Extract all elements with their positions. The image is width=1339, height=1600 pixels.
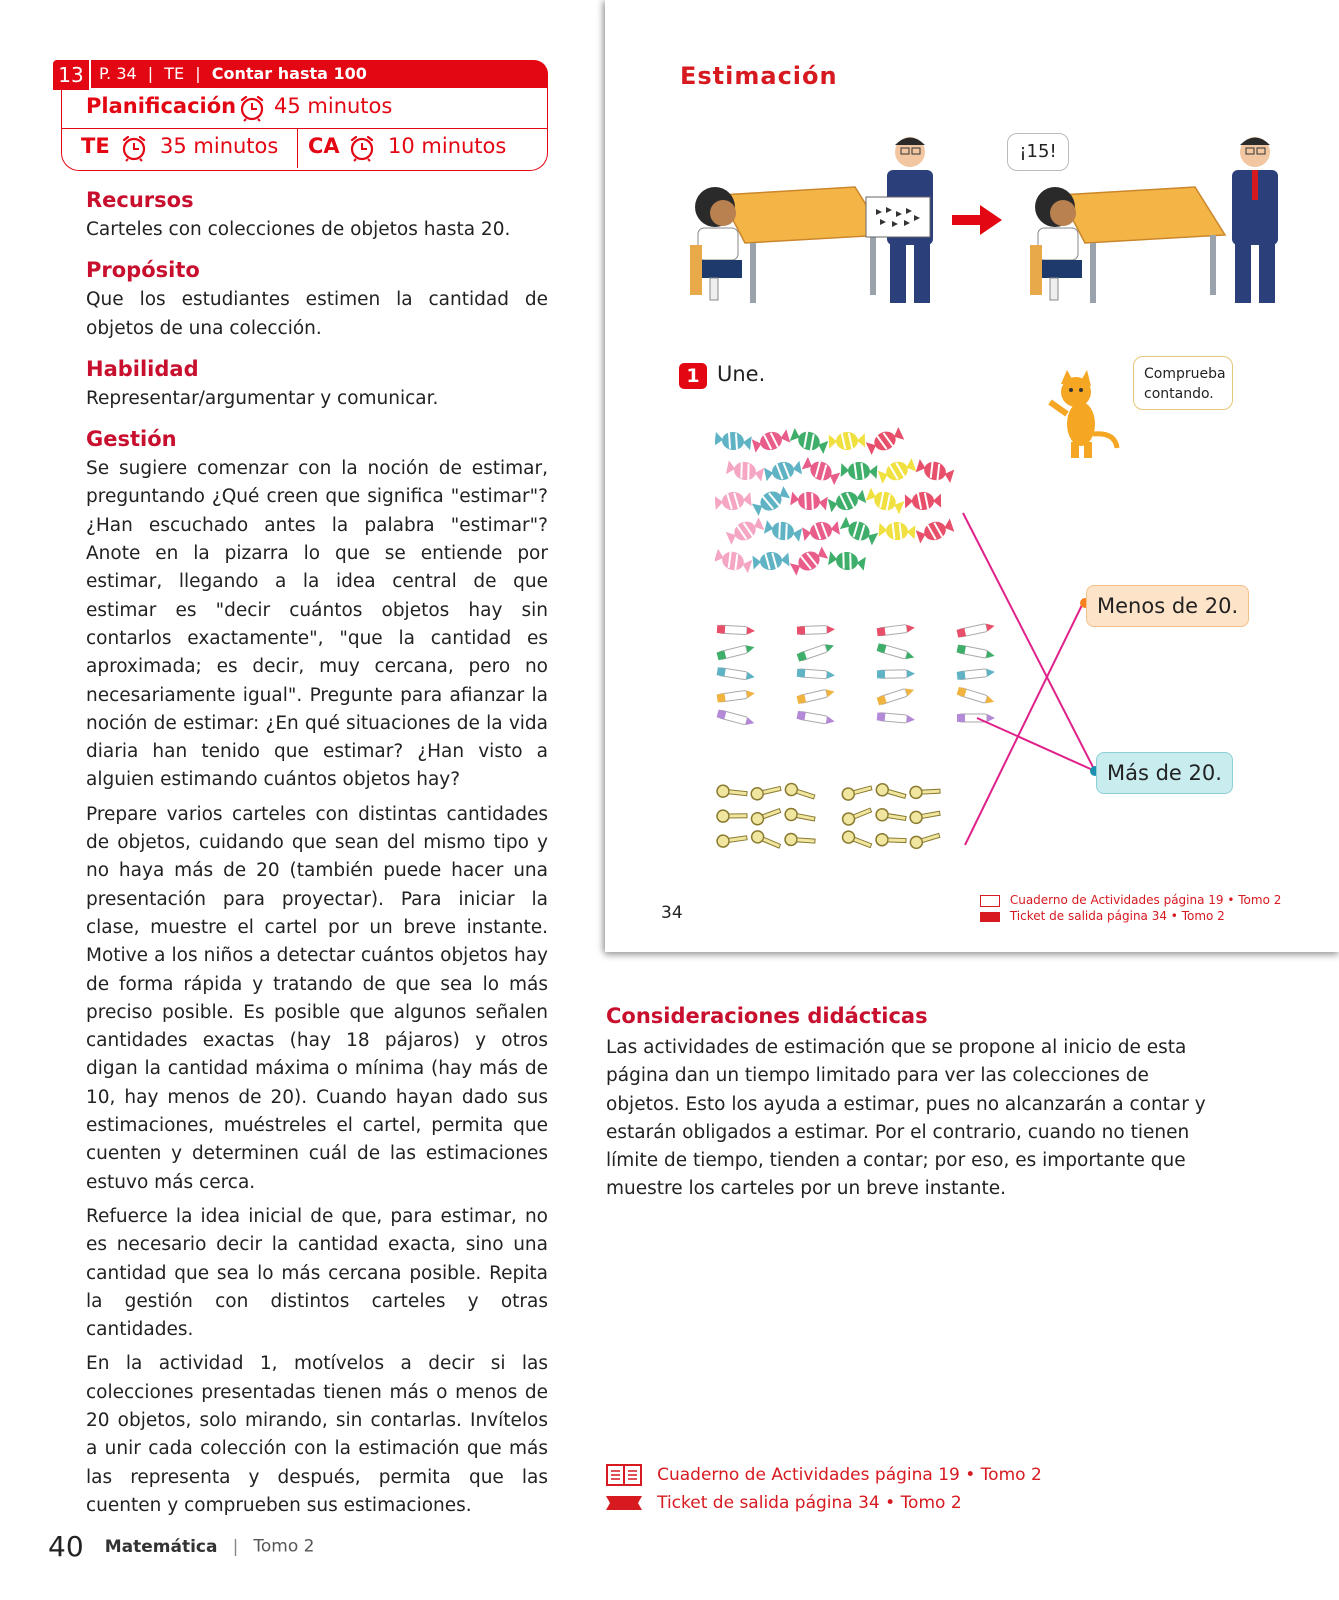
answer-more-than-20[interactable]: Más de 20. <box>1096 752 1233 794</box>
footer-volume: Tomo 2 <box>253 1536 315 1557</box>
proposito-text: Que los estudiantes estimen la cantidad de objetos de una colección. <box>86 289 548 339</box>
ca-time: 10 minutos <box>388 134 507 158</box>
te-time: 35 minutos <box>160 134 279 158</box>
matching-lines <box>605 0 1339 952</box>
lesson-number: 13 <box>53 60 89 90</box>
alarm-clock-icon <box>347 134 377 166</box>
didactic-text: Las actividades de estimación que se propone al inicio de esta página dan un tiempo limitado para ver las colecciones de objetos. Esto los ayuda a estimar, pues no alcanzarán a contar y estarán obligados a estimar. Por el contrario, cuando no tienen límite de tiempo, tienden a contar; por eso, es importante que muestre los carteles por un breve instante. <box>606 1037 1206 1200</box>
activity-instruction: Une. <box>717 362 766 386</box>
habilidad-text: Representar/argumentar y comunicar. <box>86 387 439 409</box>
gestion-paragraph: Se sugiere comenzar con la noción de estimar, preguntando ¿Qué creen que significa "estimar"? ¿Han escuchado antes la palabra "estimar"? Anote en la pizarra lo que se entiende por estimar, llegando a la idea central de que estimar es "decir cuántos objetos hay sin contarlos exactamente", "que la cantidad es aproximada; es decir, muy cercana, pero no necesariamente igual". Pregunte para afianzar la noción de estimar: ¿En qué situaciones de la vida diaria han tenido que estimar? ¿Han visto a alguien estimando cuántos objetos hay? <box>86 458 548 791</box>
planning-time: 45 minutos <box>274 94 393 118</box>
ticket-ref: Ticket de salida página 34 • Tomo 2 <box>1009 909 1225 923</box>
te-ca-row <box>62 128 547 168</box>
proposito-title: Propósito <box>86 258 200 283</box>
recursos-text: Carteles con colecciones de objetos hasta 20. <box>86 219 511 240</box>
habilidad-title: Habilidad <box>86 356 199 381</box>
student-page-panel <box>605 0 1339 952</box>
divider <box>297 128 298 168</box>
footer-page-number: 40 <box>48 1530 84 1563</box>
cat-bubble-line: Comprueba <box>1144 366 1226 382</box>
lesson-page-ref: P. 34 <box>99 64 137 83</box>
lesson-title: Contar hasta 100 <box>211 64 367 83</box>
gestion-paragraph: Refuerce la idea inicial de que, para estimar, no es necesario decir la cantidad exacta, sino una cantidad que sea lo más cercana posible. Repita la gestión con distintos carteles y otras cantidades. <box>86 1205 548 1341</box>
ticket-icon <box>980 912 1000 922</box>
footer-subject: Matemática <box>104 1536 218 1557</box>
lesson-bar: P. 34 | TE | Contar hasta 100 <box>91 60 548 88</box>
book-icon <box>980 895 1000 907</box>
lesson-header <box>53 60 548 170</box>
activity-number: 1 <box>679 363 707 389</box>
ca-label: CA <box>308 134 340 158</box>
planning-row <box>62 88 547 129</box>
gestion-paragraph: Prepare varios carteles con distintas cantidades de objetos, cuidando que sean del mismo tipo y no haya más de 20 (también puede hacer una presentación para proyectar). Para iniciar la clase, muestre el cartel por un breve instante. Motive a los niños a detectar cuántos objetos hay de forma rápida y tratando de que sea lo más preciso posible. Es posible que algunos señalen cantidades exactas (hay 18 pájaros) y otros digan la cantidad máxima o mínima (hay más de 10, hay menos de 20). Cuando hayan dado sus estimaciones, muéstreles el cartel, permita que cuenten y determinen cuál de las estimaciones estuvo más cerca. <box>86 803 548 1193</box>
page-footer <box>48 1530 314 1564</box>
bottom-workbook-ref: Cuaderno de Actividades página 19 • Tomo 2 <box>657 1464 1042 1485</box>
answer-less-than-20[interactable]: Menos de 20. <box>1086 585 1249 627</box>
te-label: TE <box>81 134 110 158</box>
bottom-ticket-ref: Ticket de salida página 34 • Tomo 2 <box>657 1492 962 1513</box>
footer-separator: | <box>232 1536 239 1557</box>
didactic-section <box>606 1004 1216 1204</box>
speech-text: ¡15! <box>1019 141 1057 162</box>
lesson-type: TE <box>164 64 185 83</box>
student-page-number: 34 <box>661 903 683 923</box>
gestion-title: Gestión <box>86 427 177 452</box>
gestion-paragraph: En la actividad 1, motívelos a decir si las colecciones presentadas tienen más o menos de 20 objetos, solo mirando, sin contarlas. Invítelos a unir cada colección con la estimación que más las representa y después, permita que las cuenten y comprueben sus estimaciones. <box>86 1353 548 1516</box>
cat-bubble-line: contando. <box>1144 386 1214 402</box>
planning-label: Planificación <box>86 94 237 118</box>
book-icon <box>606 1463 642 1487</box>
alarm-clock-icon <box>119 134 149 166</box>
bottom-refs <box>606 1460 1042 1516</box>
lesson-timing-box <box>61 88 548 171</box>
left-content <box>86 188 548 1520</box>
student-page-refs <box>980 892 1281 924</box>
didactic-title: Consideraciones didácticas <box>606 1004 928 1028</box>
alarm-clock-icon <box>237 94 267 126</box>
ticket-icon <box>606 1493 642 1513</box>
recursos-title: Recursos <box>86 188 194 212</box>
student-page-title: Estimación <box>680 62 838 90</box>
workbook-ref: Cuaderno de Actividades página 19 • Tomo 2 <box>1009 893 1282 907</box>
